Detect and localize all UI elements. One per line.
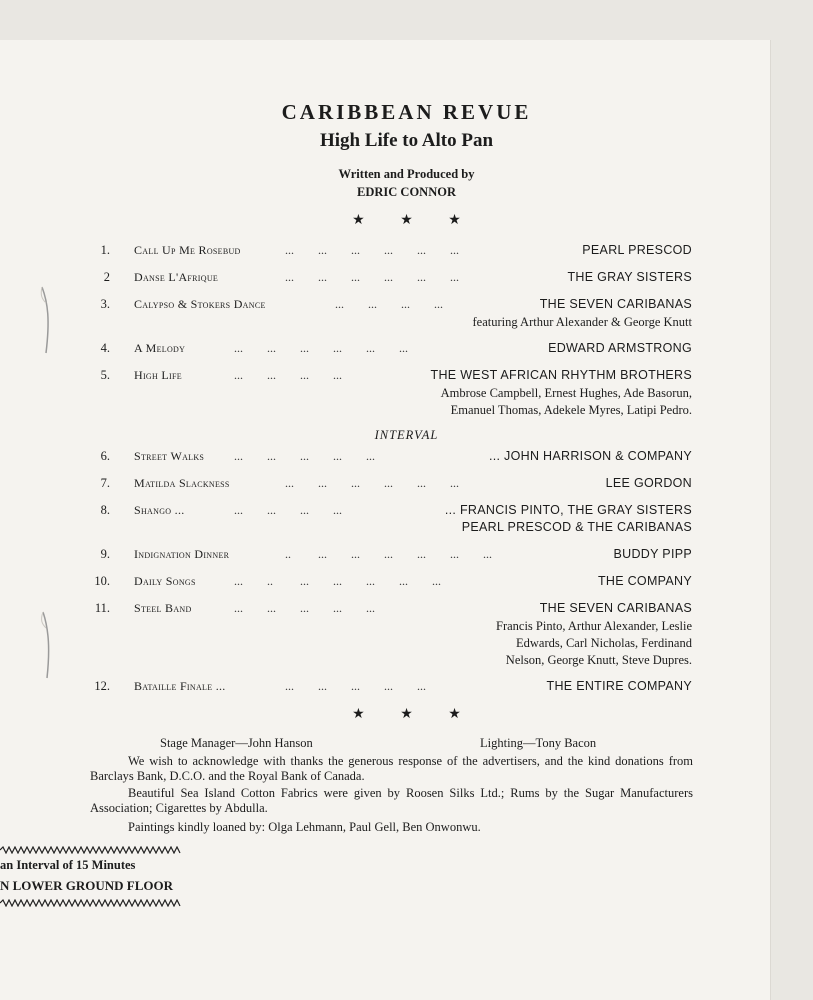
item-performer: ... JOHN HARRISON & COMPANY	[488, 449, 692, 463]
item-title: Shango ...	[134, 503, 185, 517]
item-performer: THE WEST AFRICAN RHYTHM BROTHERS	[430, 368, 692, 382]
item-title: Street Walks	[134, 449, 205, 463]
item-performer: EDWARD ARMSTRONG	[548, 341, 692, 355]
item-title: Matilda Slackness	[134, 476, 230, 490]
item-performer: LEE GORDON	[605, 476, 692, 490]
item-members-line: Emanuel Thomas, Adekele Myres, Latipi Pedro.	[450, 403, 692, 417]
fabrics-paragraph: Beautiful Sea Island Cotton Fabrics were given by Roosen Silks Ltd.; Rums by the Sugar Manufacturers Association; Cigarettes by Abdulla.	[90, 786, 693, 815]
item-title: Bataille Finale ...	[134, 679, 226, 693]
staple-stitch-top	[38, 285, 52, 355]
decorative-border-top	[0, 846, 182, 854]
revue-title: CARIBBEAN REVUE	[281, 100, 532, 124]
item-number: 3.	[100, 297, 110, 311]
item-members-line: Edwards, Carl Nicholas, Ferdinand	[515, 636, 692, 650]
item-performer: THE GRAY SISTERS	[567, 270, 692, 284]
staple-stitch-bottom	[38, 610, 52, 680]
item-title: Call Up Me Rosebud	[134, 243, 241, 257]
paintings-paragraph: Paintings kindly loaned by: Olga Lehmann, Paul Gell, Ben Onwonwu.	[128, 820, 481, 834]
item-title: Indignation Dinner	[134, 547, 230, 561]
item-number: 1.	[100, 243, 110, 257]
item-performer: THE ENTIRE COMPANY	[546, 679, 692, 693]
acknowledgement-paragraph: We wish to acknowledge with thanks the generous response of the advertisers, and the kind donations from Barclays Bank, D.C.O. and the Royal Bank of Canada.	[90, 754, 693, 783]
item-performer: BUDDY PIPP	[613, 547, 692, 561]
item-members-line: Francis Pinto, Arthur Alexander, Leslie	[496, 619, 692, 633]
item-number: 2	[103, 270, 110, 284]
item-performer: ... FRANCIS PINTO, THE GRAY SISTERS	[444, 503, 692, 517]
item-number: 12.	[94, 679, 110, 693]
floor-notice: N LOWER GROUND FLOOR	[0, 878, 173, 893]
item-members-line: Nelson, George Knutt, Steve Dupres.	[505, 653, 692, 667]
revue-subtitle: High Life to Alto Pan	[319, 130, 494, 151]
item-number: 7.	[100, 476, 110, 490]
item-number: 8.	[100, 503, 110, 517]
item-title: A Melody	[134, 341, 186, 355]
item-performer-continued: PEARL PRESCOD & THE CARIBANAS	[461, 520, 692, 534]
written-by-label: Written and Produced by	[338, 167, 475, 181]
item-number: 4.	[100, 341, 110, 355]
star-divider-top: ★ ★ ★	[352, 213, 461, 228]
interval-notice: an Interval of 15 Minutes	[0, 858, 136, 872]
item-title: Daily Songs	[134, 574, 196, 588]
item-number: 6.	[100, 449, 110, 463]
item-performer: THE SEVEN CARIBANAS	[539, 601, 692, 615]
item-number: 10.	[94, 574, 110, 588]
lighting-credit: Lighting—Tony Bacon	[480, 736, 597, 750]
item-members-line: Ambrose Campbell, Ernest Hughes, Ade Basorun,	[440, 386, 692, 400]
decorative-border-bottom	[0, 899, 182, 907]
item-performer: THE SEVEN CARIBANAS	[539, 297, 692, 311]
item-number: 5.	[100, 368, 110, 382]
item-featuring: featuring Arthur Alexander & George Knutt	[472, 315, 692, 329]
item-title: Danse L'Afrique	[134, 270, 219, 284]
interval-label: INTERVAL	[374, 428, 439, 442]
author-name: EDRIC CONNOR	[357, 185, 456, 199]
star-divider-bottom: ★ ★ ★	[352, 707, 461, 722]
item-number: 9.	[100, 547, 110, 561]
item-number: 11.	[94, 601, 110, 615]
item-title: Steel Band	[134, 601, 192, 615]
item-title: Calypso & Stokers Dance	[134, 297, 266, 311]
item-title: High Life	[134, 368, 182, 382]
stage-manager-credit: Stage Manager—John Hanson	[160, 736, 313, 750]
item-performer: PEARL PRESCOD	[582, 243, 692, 257]
item-performer: THE COMPANY	[597, 574, 692, 588]
